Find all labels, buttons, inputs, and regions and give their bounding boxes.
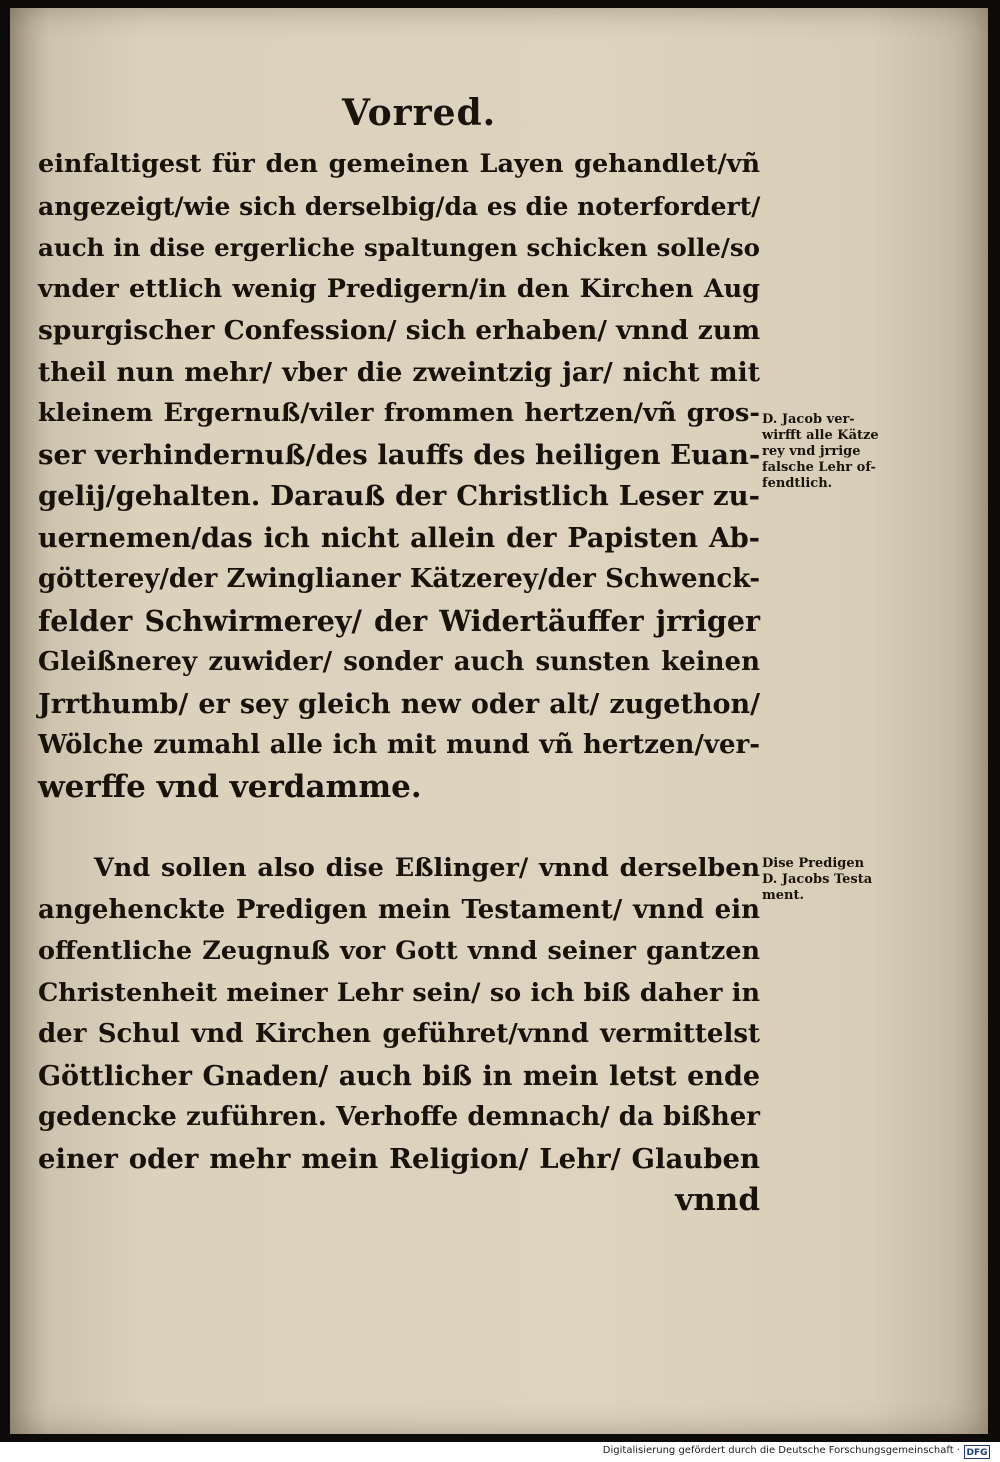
marginal-note-2 — [762, 856, 932, 904]
text-line: gelij/gehalten. Darauß der Christlich Leser zu- — [38, 480, 760, 512]
text-line: theil nun mehr/ vber die zweintzig jar/ nicht mit — [38, 356, 760, 388]
text-line: Jrrthumb/ er sey gleich new oder alt/ zugethon/ — [38, 688, 760, 720]
text-line: kleinem Ergernuß/viler frommen hertzen/vñ gros- — [38, 398, 760, 428]
text-line: spurgischer Confession/ sich erhaben/ vnnd zum — [38, 315, 761, 346]
note-line: ment. — [762, 888, 805, 903]
text-line: felder Schwirmerey/ der Widertäuffer jrriger — [38, 603, 760, 638]
paragraph-2 — [38, 848, 760, 1222]
paragraph-1 — [38, 144, 760, 808]
text-line: Wölche zumahl alle ich mit mund vñ hertzen/ver- — [38, 730, 760, 760]
note-line: D. Jacobs Testa — [762, 872, 873, 887]
text-line: vnder ettlich wenig Predigern/in den Kirchen Aug — [38, 273, 760, 304]
text-line: Vnd sollen also dise Eßlinger/ vnnd derselben — [94, 853, 760, 883]
note-line: D. Jacob ver- — [762, 412, 855, 427]
note-line: rey vnd jrrige — [762, 444, 861, 459]
catchword: vnnd — [675, 1182, 760, 1218]
note-line: wirfft alle Kätze — [762, 428, 879, 443]
text-line: ser verhindernuß/des lauffs des heiligen Euan- — [38, 438, 761, 471]
funding-credit: Digitalisierung gefördert durch die Deutsche Forschungsgemeinschaft · — [602, 1445, 960, 1456]
note-line: fendtlich. — [762, 476, 833, 491]
text-line: gedencke zuführen. Verhoffe demnach/ da bißher — [38, 1102, 760, 1132]
text-line: offentliche Zeugnuß vor Gott vnnd seiner gantzen — [38, 936, 760, 966]
text-line: auch in dise ergerliche spaltungen schicken solle/so — [38, 233, 760, 262]
text-line: uernemen/das ich nicht allein der Papisten Ab- — [38, 522, 760, 554]
text-line: angezeigt/wie sich derselbig/da es die noterfordert/ — [38, 191, 761, 221]
note-line: falsche Lehr of- — [762, 460, 876, 475]
text-line: werffe vnd verdamme. — [38, 768, 422, 805]
text-line: Gleißnerey zuwider/ sonder auch sunsten keinen — [38, 647, 760, 677]
text-line: Göttlicher Gnaden/ auch biß in mein letst ende — [38, 1060, 760, 1092]
note-line: Dise Predigen — [762, 856, 865, 871]
text-line: einfaltigest für den gemeinen Layen gehandlet/vñ — [38, 149, 760, 179]
digitization-footer — [0, 1442, 1000, 1462]
text-line: götterey/der Zwinglianer Kätzerey/der Schwenck- — [38, 564, 760, 594]
text-line: einer oder mehr mein Religion/ Lehr/ Glauben — [38, 1142, 760, 1175]
text-line: Christenheit meiner Lehr sein/ so ich biß daher in — [38, 977, 760, 1008]
running-head: Vorred. — [342, 92, 497, 134]
marginal-note-1 — [762, 412, 932, 492]
text-line: angehenckte Predigen mein Testament/ vnnd ein — [38, 894, 760, 925]
text-line: der Schul vnd Kirchen geführet/vnnd vermittelst — [38, 1019, 760, 1049]
dfg-logo-icon: DFG — [964, 1445, 990, 1459]
book-page — [10, 8, 988, 1434]
